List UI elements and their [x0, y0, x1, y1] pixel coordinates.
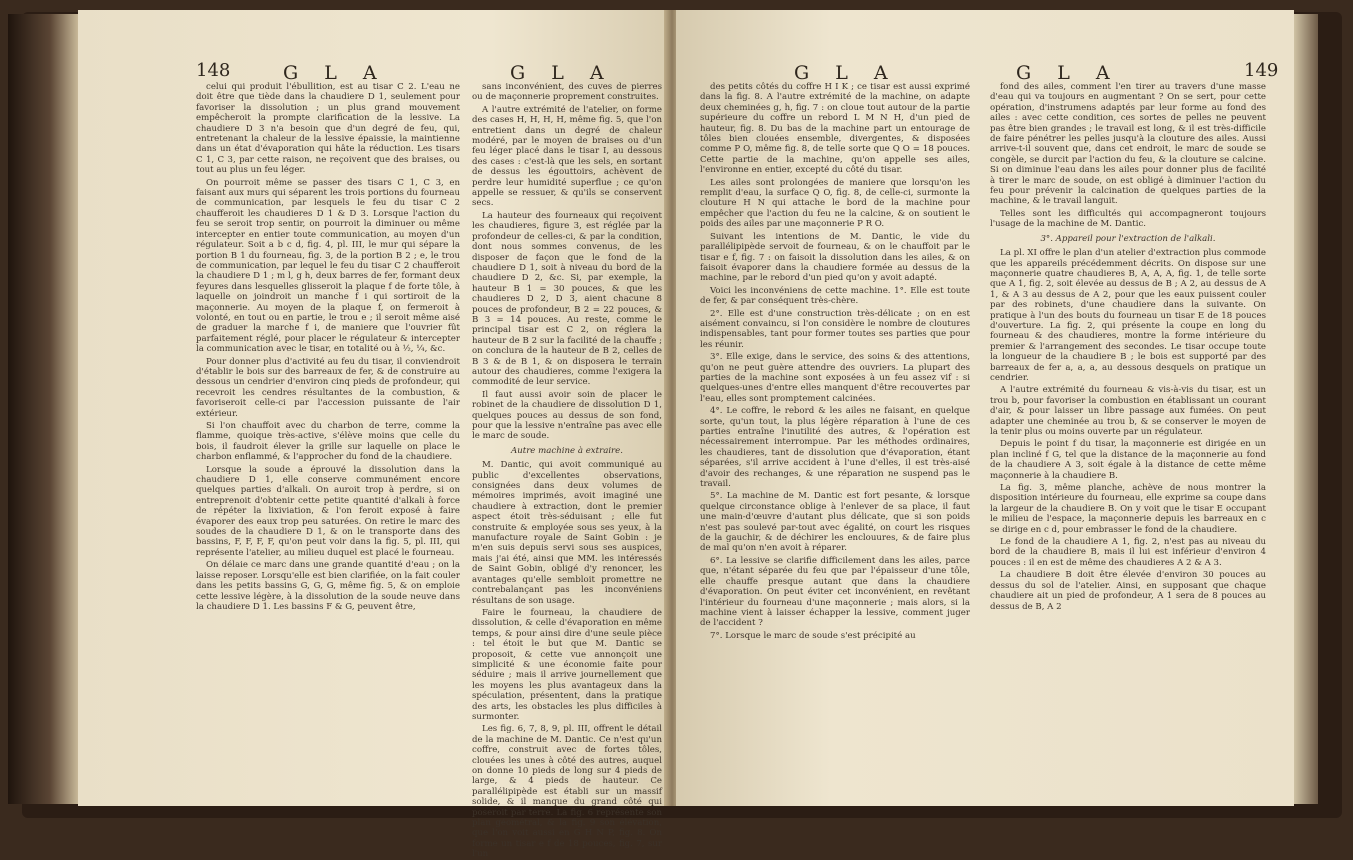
paragraph: 4°. Le coffre, le rebord & les ailes ne faisant, en quelque sorte, qu'un tout, la plus légère réparation à l'une de ces parties entraîne l'inutilité des autres, & l'opération est nécessairement interrompue. Par les méthodes ordinaires, les chaudieres, tant de dissolution que d'évaporation, étant séparées, s'il arrive accident à l'une d'elles, il est très-aisé d'avoir des rechanges, & une réparation ne suspend pas le travail. [700, 406, 970, 490]
paragraph: Suivant les intentions de M. Dantic, le vide du parallélipipède servoit de fourneau, & on le chauffoit par le tisar e f, fig. 7 : on faisoit la dissolution dans les ailes, & on faisoit évaporer dans la chaudiere formée au dessus de la machine, par le rebord d'un pied qu'on y avoit adapté. [700, 231, 970, 284]
section-heading: Autre machine à extraire. [511, 445, 623, 456]
right-page [676, 10, 1294, 806]
paragraph: Telles sont les difficultés qui accompagneront toujours l'usage de la machine de M. Dantic. [990, 208, 1266, 230]
paragraph: sans inconvénient, des cuves de pierres ou de maçonnerie proprement construites. [472, 82, 662, 103]
right-column-2 [990, 82, 1266, 794]
paragraph: La fig. 3, même planche, achève de nous montrer la disposition intérieure du fourneau, elle exprime sa coupe dans la largeur de la chaudiere B. On y voit que le tisar E occupant le milieu de l'espace, la maçonnerie depuis les barreaux en c se dirige en c d, pour embrasser le fond de la chaudiere. [990, 483, 1266, 535]
paragraph: Depuis le point f du tisar, la maçonnerie est dirigée en un plan incliné f G, tel que la distance de la maçonnerie au fond de la chaudiere A 3, soit égale à la distance de cette même maçonnerie à la chaudiere B. [990, 439, 1266, 481]
paragraph: 3°. Elle exige, dans le service, des soins & des attentions, qu'on ne peut guère attendre des ouvriers. La plupart des parties de la machine sont exposées à un feu assez vif : si quelques-unes d'entre elles manquent d'être recouvertes par l'eau, elles sont promptement calcinées. [700, 352, 970, 404]
right-running-header: G L A [794, 62, 898, 84]
paragraph: Il faut aussi avoir soin de placer le robinet de la chaudiere de dissolution D 1, quelques pouces au dessus de son fond, pour que la lessive n'entraîne pas avec elle le marc de soude. [472, 389, 662, 442]
paragraph: La pl. XI offre le plan d'un atelier d'extraction plus commode que les appareils précédemment décrits. On dispose sur une maçonnerie quatre chaudieres B, A, A, A, fig. 1, de telle sorte que A 1, fig. 2, soit élevée au dessus de B ; A 2, au dessus de A 1, & A 3 au dessus de A 2, pour que les eaux puissent couler par des robinets, d'une chaudiere dans la suivante. On pratique à l'un des bouts du fourneau un tisar E de 18 pouces d'ouverture. La fig. 2, qui présente la coupe en long du fourneau & des chaudieres, montre la forme intérieure du premier & l'arrangement des secondes. Le tisar occupe toute la longueur de la chaudiere B ; le bois est supporté par des barreaux de fer a, a, a, au dessous desquels on pratique un cendrier. [990, 248, 1266, 383]
paragraph: A l'autre extrémité du fourneau & vis-à-vis du tisar, est un trou b, pour favoriser la combustion en établissant un courant d'air, & pour laisser un libre passage aux fumées. On peut adapter une cheminée au trou b, & se conserver le moyen de la tenir plus ou moins ouverte par un régulateur. [990, 385, 1266, 437]
paragraph: 2°. Elle est d'une construction très-délicate ; on en est aisément convaincu, si l'on considère le nombre de cloutures indispensables, tant pour former toutes ses parties que pour les réunir. [700, 308, 970, 350]
left-running-header: G L A [283, 62, 387, 84]
paragraph: Pour donner plus d'activité au feu du tisar, il conviendroit d'établir le bois sur des barreaux de fer, & de construire au dessous un cendrier d'environ cinq pieds de profondeur, qui recevroit les cendres résultantes de la combustion, & favoriseroit celle-ci par l'accession puissante de l'air extérieur. [196, 356, 460, 419]
paragraph: celui qui produit l'ébullition, est au tisar C 2. L'eau ne doit être que tiède dans la chaudiere D 1, seulement pour favoriser la dissolution ; un plus grand mouvement empêcheroit la prompte clarification de la lessive. La chaudiere D 3 n'a besoin que d'un degré de feu, qui, entretenant la chaleur de la lessive épaissie, la maintienne dans un état d'évaporation qui hâte la réduction. Les tisars C 1, C 3, par cette raison, ne reçoivent que des braises, ou tout au plus un feu léger. [196, 82, 460, 176]
paragraph: A l'autre extrémité de l'atelier, on forme des cases H, H, H, H, même fig. 5, que l'on entretient dans un degré de chaleur modéré, par le moyen de braises ou d'un feu léger placé dans le tisar I, au dessous des cases : c'est-là que les sels, en sortant de dessus les égouttoirs, achèvent de perdre leur humidité superflue ; ce qu'on appelle se ressuer, & qu'ils se conservent secs. [472, 104, 662, 209]
right-running-header-2: G L A [1016, 62, 1120, 84]
paragraph: Lorsque la soude a éprouvé la dissolution dans la chaudiere D 1, elle conserve communément encore quelques parties d'alkali. On auroit trop à perdre, si on entreprenoit d'obtenir cette petite quantité d'alkali à force de répéter la lixiviation, & l'on feroit exposé à faire évaporer des eaux trop peu saturées. On retire le marc des soudes de la chaudiere D 1, & on le transporte dans des bassins, F, F, F, F, qu'on peut voir dans la fig. 5, pl. III, qui représente l'atelier, au milieu duquel est placé le fourneau. [196, 464, 460, 558]
paragraph: La chaudiere B doit être élevée d'environ 30 pouces au dessus du sol de l'atelier. Ainsi, en supposant que chaque chaudiere ait un pied de profondeur, A 1 sera de 8 pouces au dessus de B, A 2 [990, 570, 1266, 612]
paragraph: On pourroit même se passer des tisars C 1, C 3, en faisant aux murs qui séparent les trois portions du fourneau de communication, par lesquels le feu du tisar C 2 chaufferoit les chaudieres D 1 & D 3. Lorsque l'action du feu se seroit trop sentir, on pourroit la diminuer ou même intercepter en entier toute communication, au moyen d'un régulateur. Soit a b c d, fig. 4, pl. III, le mur qui sépare la portion B 1 du fourneau, fig. 3, de la portion B 2 ; e, le trou de communication, par lequel le feu du tisar C 2 chaufferoit la chaudiere D 1 ; m l, g h, deux barres de fer, formant deux feyures dans lesquelles glisseroit la plaque f de forte tôle, à laquelle on joindroit un manche f i qui sortiroit de la maçonnerie. Au moyen de la plaque f, on fermeroit à volonté, en tout ou en partie, le trou e ; il seroit même aisé de graduer la marche f i, de maniere que l'ouvrier fût parfaitement réglé, pour placer le régulateur & intercepter la communication avec le tisar, en totalité ou à ½, ¼, &c. [196, 177, 460, 355]
right-page-edges [1294, 14, 1318, 804]
paragraph: Le fond de la chaudiere A 1, fig. 2, n'est pas au niveau du bord de la chaudiere B, mais il lui est inférieur d'environ 4 pouces : il en est de même des chaudieres A 2 & A 3. [990, 537, 1266, 568]
paragraph: La hauteur des fourneaux qui reçoivent les chaudieres, figure 3, est réglée par la profondeur de celles-ci, & par la condition, dont nous sommes convenus, de les disposer de façon que le fond de la chaudiere D 1, soit à niveau du bord de la chaudiere D 2, &c. Si, par exemple, la hauteur B 1 = 30 pouces, & que les chaudieres D 2, D 3, aient chacune 8 pouces de profondeur, B 2 = 22 pouces, & B 3 = 14 pouces. Au reste, comme le principal tisar est C 2, on réglera la hauteur de B 2 sur la facilité de la chauffe ; on conclura de la hauteur de B 2, celles de B 3 & de B 1, & on disposera le terrain autour des chaudieres, comme l'exigera la commodité de leur service. [472, 210, 662, 388]
paragraph: Les ailes sont prolongées de maniere que lorsqu'on les remplit d'eau, la surface Q O, fig. 8, de celle-ci, surmonte la clouture H N qui attache le bord de la machine pour empêcher que l'action du feu ne la calcine, & on soutient le poids des ailes par une maçonnerie P R O. [700, 177, 970, 230]
left-running-header-2: G L A [510, 62, 614, 84]
paragraph: Si l'on chauffoit avec du charbon de terre, comme la flamme, quoique très-active, s'élève moins que celle du bois, il faudroit élever la grille sur laquelle on place le charbon enflammé, & l'approcher du fond de la chaudiere. [196, 421, 460, 463]
paragraph: Faire le fourneau, la chaudiere de dissolution, & celle d'évaporation en même temps, & pour ainsi dire d'une seule pièce : tel étoit le but que M. Dantic se proposoit, & cette vue annonçoit une simplicité & une économie faite pour séduire ; mais il arrive journellement que les moyens les plus avantageux dans la spéculation, présentent, dans la pratique des arts, les obstacles les plus difficiles à surmonter. [472, 607, 662, 722]
left-page-edges [8, 14, 78, 804]
left-page [78, 10, 668, 860]
paragraph: On délaie ce marc dans une grande quantité d'eau ; on la laisse reposer. Lorsqu'elle est bien clarifiée, on la fait couler dans les petits bassins G, G, G, même fig. 5, & on emploie cette lessive légère, à la dissolution de la soude neuve dans la chaudiere D 1. Les bassins F & G, peuvent être, [196, 560, 460, 612]
section-heading: 3°. Appareil pour l'extraction de l'alkali. [1040, 233, 1216, 244]
paragraph: des petits côtés du coffre H I K ; ce tisar est aussi exprimé dans la fig. 8. A l'autre extrémité de la machine, on adapte deux cheminées g, h, fig. 7 : on cloue tout autour de la partie supérieure du coffre un rebord L M N H, d'un pied de hauteur, fig. 8. Du bas de la machine part un entourage de tôles bien clouées ensemble, divergentes, & disposées comme P O, même fig. 8, de telle sorte que Q O = 18 pouces. Cette partie de la machine, qu'on appelle ses ailes, l'environne en entier, excepté du côté du tisar. [700, 82, 970, 176]
paragraph: Voici les inconvéniens de cette machine. 1°. Elle est toute de fer, & par conséquent très-chère. [700, 285, 970, 307]
paragraph: fond des ailes, comment l'en tirer au travers d'une masse d'eau qui va toujours en augmentant ? On se sert, pour cette opération, d'instrumens adaptés par leur forme au fond des ailes : avec cette condition, ces sortes de pelles ne peuvent pas être bien grandes ; le travail est long, & il est très-difficile de faire pénétrer les pelles jusqu'à la clouture des ailes. Aussi arrive-t-il souvent que, dans cet endroit, le marc de soude se congèle, se durcit par l'action du feu, & la clouture se calcine. Si on diminue l'eau dans les ailes pour donner plus de facilité à tirer le marc de soude, on est obligé à diminuer l'action du feu pour prévenir la calcination de quelques parties de la machine, & le travail languit. [990, 82, 1266, 207]
left-column-1 [196, 82, 460, 794]
left-column-2 [472, 82, 662, 860]
right-column-1 [700, 82, 970, 794]
right-page-number: 149 [1244, 60, 1279, 81]
paragraph: Les fig. 6, 7, 8, 9, pl. III, offrent le détail de la machine de M. Dantic. Ce n'est qu'un coffre, construit avec de fortes tôles, clouées les unes à côté des autres, auquel on donne 10 pieds de long sur 4 pieds de large, & 4 pieds de hauteur. Ce parallélipipède est établi sur un massif solide, & il manque du grand côté qui poseroit par terre. La fig. 6 représente son plan géométral, & la fig. 9 son élévation, que l'on voit aussi en G H N P, fig. 8. On forme un tisar e f de 18 pouces, fig. 7, sur l'un [472, 724, 662, 860]
paragraph: 5°. La machine de M. Dantic est fort pesante, & lorsque quelque circonstance oblige à l'enlever de sa place, il faut une main-d'œuvre d'autant plus délicate, que si son poids n'est pas soulevé par-tout avec égalité, on court les risques de la gauchir, & de déchirer les enclouures, & de faire plus de mal qu'on n'en avoit à réparer. [700, 491, 970, 554]
left-page-number: 148 [196, 60, 231, 81]
paragraph: M. Dantic, qui avoit communiqué au public d'excellentes observations, consignées dans deux volumes de mémoires imprimés, avoit imaginé une chaudiere à extraction, dont le premier aspect étoit très-séduisant ; elle fut construite & employée sous ses yeux, à la manufacture royale de Saint Gobin : je m'en suis depuis servi sous ses auspices, mais j'ai été, ainsi que MM. les intéressés de Saint Gobin, obligé d'y renoncer, les avantages qu'elle sembloit promettre ne contrebalançant pas les inconvéniens résultans de son usage. [472, 460, 662, 606]
paragraph: 7°. Lorsque le marc de soude s'est précipité au [710, 630, 916, 641]
paragraph: 6°. La lessive se clarifie difficilement dans les ailes, parce que, n'étant séparée du feu que par l'épaisseur d'une tôle, elle chauffe presque autant que dans la chaudiere d'évaporation. On peut éviter cet inconvénient, en revêtant l'intérieur du fourneau d'une maçonnerie ; mais alors, si la machine vient à laisser échapper la lessive, comment juger de l'accident ? [700, 555, 970, 629]
